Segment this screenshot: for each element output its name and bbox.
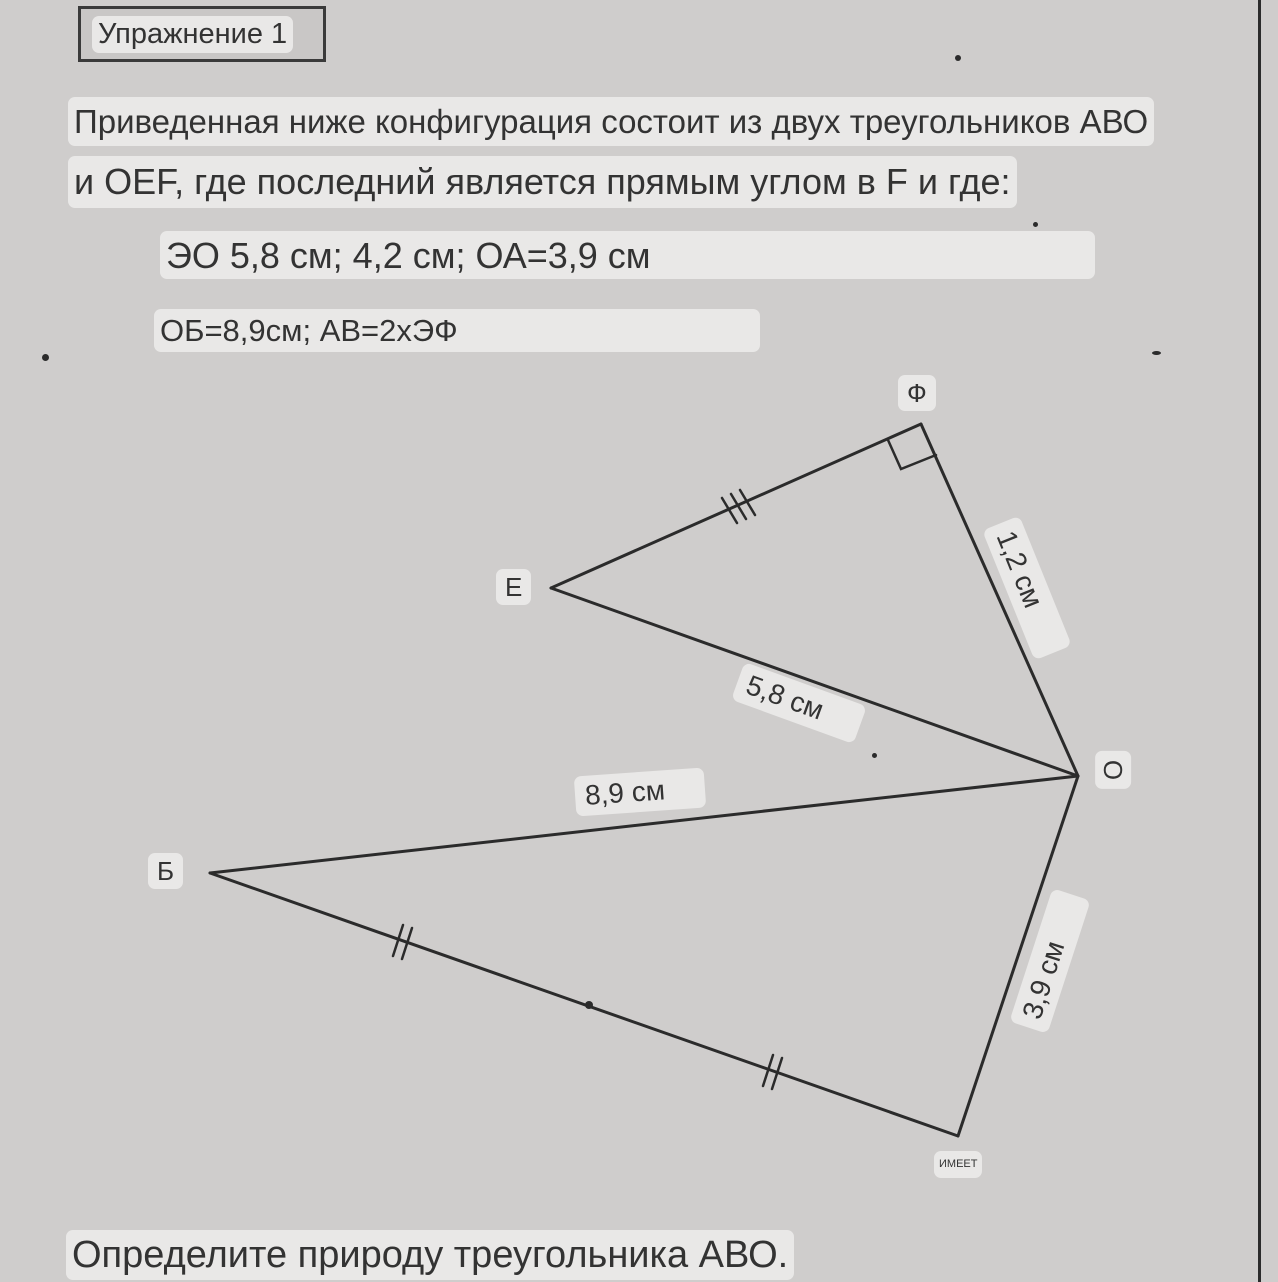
speck-4 bbox=[1033, 222, 1038, 227]
midpoint-dot bbox=[585, 1001, 593, 1009]
segment-ba bbox=[210, 873, 958, 1136]
length-label-fo: 1,2 см bbox=[982, 516, 1072, 661]
exercise-title: Упражнение 1 bbox=[92, 16, 293, 53]
point-label-a: ИМЕЕТ bbox=[934, 1151, 982, 1178]
segment-fo bbox=[921, 424, 1078, 776]
length-label-eo: 5,8 см bbox=[731, 662, 867, 744]
speck-5 bbox=[872, 753, 877, 758]
problem-statement-line-1: Приведенная ниже конфигурация состоит из двух треугольников АВО bbox=[68, 97, 1154, 146]
speck-3 bbox=[1152, 351, 1161, 355]
segment-eo bbox=[551, 588, 1078, 776]
problem-statement-line-2: и OEF, где последний является прямым углом в F и где: bbox=[68, 156, 1017, 208]
speck-2 bbox=[42, 354, 49, 361]
point-label-o: О bbox=[1095, 751, 1131, 789]
segment-ef bbox=[551, 424, 921, 588]
speck-1 bbox=[955, 55, 961, 61]
point-label-e: Е bbox=[496, 569, 531, 605]
question-text: Определите природу треугольника АВО. bbox=[66, 1230, 794, 1280]
length-label-oa: 3,9 см bbox=[1009, 888, 1090, 1034]
point-label-f: Ф bbox=[898, 375, 936, 411]
tick-marks-ef bbox=[722, 490, 755, 523]
given-values-2: ОБ=8,9см; АВ=2хЭФ bbox=[154, 309, 760, 352]
point-label-b: Б bbox=[148, 853, 183, 889]
length-label-bo: 8,9 см bbox=[574, 768, 706, 817]
given-values-1: ЭО 5,8 см; 4,2 см; ОА=3,9 см bbox=[160, 231, 1095, 279]
